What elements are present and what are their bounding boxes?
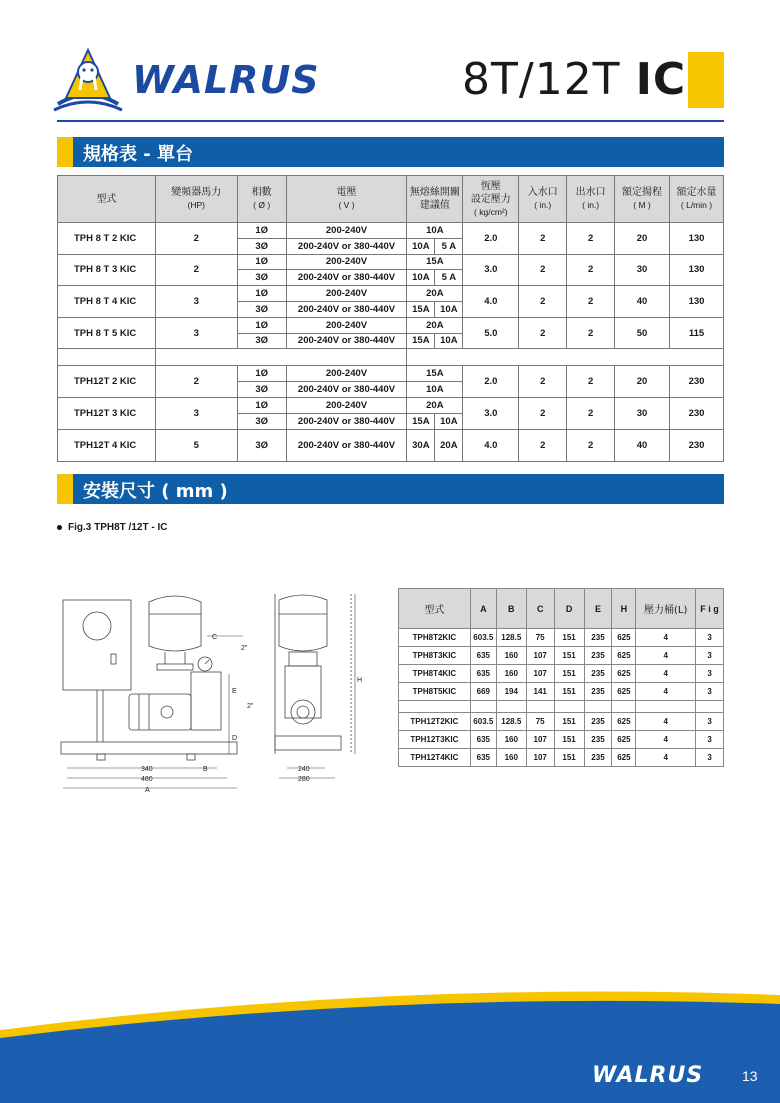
- dims-cell: 151: [554, 731, 584, 749]
- col-flow: 額定水量 ( L/min ): [669, 176, 723, 223]
- cell-phase: 1Ø: [237, 317, 286, 333]
- spec-header-row: [58, 176, 724, 223]
- cell-inlet: 2: [519, 254, 567, 286]
- cell-voltage: 200-240V: [286, 397, 407, 413]
- dims-cell: TPH8T5KIC: [399, 683, 471, 701]
- col-model: 型式: [58, 176, 156, 223]
- dims-cell: 635: [470, 731, 496, 749]
- pressure-tank: [149, 596, 201, 651]
- cell-voltage: 200-240V or 380-440V: [286, 270, 407, 286]
- dims-cell: TPH12T2KIC: [399, 713, 471, 731]
- dims-row: [399, 647, 724, 665]
- cell-fuse: 20A: [435, 429, 463, 461]
- dims-cell: 4: [636, 665, 696, 683]
- cell-phase: 1Ø: [237, 286, 286, 302]
- dim-b-label: B: [203, 766, 208, 773]
- brand-name: WALRUS: [132, 58, 320, 102]
- dims-col-h: H: [612, 589, 636, 629]
- motor: [129, 694, 191, 730]
- spec-table: [57, 175, 724, 462]
- cell-hp: 2: [155, 223, 237, 255]
- dims-cell: TPH8T3KIC: [399, 647, 471, 665]
- cell-outlet: 2: [567, 397, 615, 429]
- spec-row: [58, 254, 724, 270]
- spec-row: [58, 397, 724, 413]
- dims-cell: 160: [496, 647, 526, 665]
- cell-voltage: 200-240V or 380-440V: [286, 382, 407, 398]
- cell-phase: 3Ø: [237, 270, 286, 286]
- dims-cell: 603.5: [470, 629, 496, 647]
- cell-hp: 2: [155, 254, 237, 286]
- dims-cell: 235: [584, 665, 612, 683]
- figure-caption: Fig.3 TPH8T /12T - IC: [57, 522, 167, 533]
- cell-pressure: 4.0: [463, 429, 519, 461]
- dims-col-d: D: [554, 589, 584, 629]
- dims-cell: 635: [470, 749, 496, 767]
- dims-cell: TPH8T2KIC: [399, 629, 471, 647]
- dims-row: [399, 731, 724, 749]
- walrus-logo-icon: [52, 46, 124, 112]
- dims-cell: 107: [526, 665, 554, 683]
- dims-cell: 625: [612, 749, 636, 767]
- cell-hp: 3: [155, 286, 237, 318]
- dims-row: [399, 665, 724, 683]
- dims-cell: 160: [496, 665, 526, 683]
- cell-flow: 115: [669, 317, 723, 349]
- dim-d-label: D: [232, 735, 238, 742]
- cell-voltage: 200-240V: [286, 366, 407, 382]
- cell-head: 40: [615, 429, 670, 461]
- cell-fuse: 10A: [407, 270, 435, 286]
- cell-pressure: 3.0: [463, 254, 519, 286]
- cell-voltage: 200-240V: [286, 286, 407, 302]
- dims-cell: 625: [612, 665, 636, 683]
- spec-row: [58, 286, 724, 302]
- pump-drawing: [57, 590, 377, 802]
- cell-head: 30: [615, 397, 670, 429]
- dims-cell: 75: [526, 629, 554, 647]
- controller-display-icon: [83, 612, 111, 640]
- model-title: 8T/12T IC: [462, 54, 687, 105]
- dims-col-c: C: [526, 589, 554, 629]
- dims-cell: 160: [496, 749, 526, 767]
- bullet-icon: [57, 525, 62, 530]
- cell-phase: 1Ø: [237, 254, 286, 270]
- dim-240-label: 240: [298, 766, 310, 773]
- cell-model: TPH 8 T 5 KIC: [58, 317, 156, 349]
- cell-head: 40: [615, 286, 670, 318]
- dims-cell: 235: [584, 749, 612, 767]
- dims-cell: 235: [584, 647, 612, 665]
- cell-pressure: 3.0: [463, 397, 519, 429]
- cell-outlet: 2: [567, 366, 615, 398]
- cell-fuse: 20A: [407, 317, 463, 333]
- pump-side: [285, 666, 321, 718]
- dims-row: [399, 713, 724, 731]
- dim-c-label: C: [212, 634, 218, 641]
- col-outlet: 出水口 ( in.): [567, 176, 615, 223]
- cell-outlet: 2: [567, 223, 615, 255]
- cell-voltage: 200-240V or 380-440V: [286, 429, 407, 461]
- dims-cell: 151: [554, 749, 584, 767]
- col-inlet: 入水口 ( in.): [519, 176, 567, 223]
- cell-head: 50: [615, 317, 670, 349]
- dims-row: [399, 749, 724, 767]
- cell-inlet: 2: [519, 366, 567, 398]
- cell-fuse: 10A: [435, 301, 463, 317]
- dims-cell: TPH8T4KIC: [399, 665, 471, 683]
- dims-cell: 4: [636, 731, 696, 749]
- dim-h-label: H: [357, 677, 363, 684]
- dims-col-a: A: [470, 589, 496, 629]
- dims-cell: 151: [554, 629, 584, 647]
- cell-outlet: 2: [567, 429, 615, 461]
- cell-inlet: 2: [519, 286, 567, 318]
- dims-cell: 107: [526, 647, 554, 665]
- base-frame: [61, 742, 237, 754]
- dim-480-label: 480: [141, 776, 153, 783]
- dim-2in-side-label: 2": [247, 703, 254, 710]
- cell-hp: 3: [155, 317, 237, 349]
- cell-phase: 1Ø: [237, 366, 286, 382]
- cell-voltage: 200-240V or 380-440V: [286, 301, 407, 317]
- dims-cell: 3: [696, 629, 724, 647]
- cell-model: TPH 8 T 3 KIC: [58, 254, 156, 286]
- dims-col-tank: 壓力桶(L): [636, 589, 696, 629]
- cell-inlet: 2: [519, 397, 567, 429]
- page-number: 13: [742, 1068, 758, 1084]
- dims-cell: 235: [584, 629, 612, 647]
- cell-pressure: 2.0: [463, 366, 519, 398]
- cell-outlet: 2: [567, 254, 615, 286]
- dim-2in-top-label: 2": [241, 645, 248, 652]
- cell-fuse: 15A: [407, 254, 463, 270]
- spec-row: [58, 317, 724, 333]
- cell-phase: 3Ø: [237, 429, 286, 461]
- dims-cell: 141: [526, 683, 554, 701]
- cell-fuse: 15A: [407, 366, 463, 382]
- cell-fuse: 15A: [407, 301, 435, 317]
- cell-flow: 230: [669, 429, 723, 461]
- cell-flow: 130: [669, 254, 723, 286]
- title-accent-block: [688, 52, 724, 108]
- cell-voltage: 200-240V or 380-440V: [286, 413, 407, 429]
- cell-hp: 5: [155, 429, 237, 461]
- cell-head: 20: [615, 223, 670, 255]
- dims-cell: 151: [554, 647, 584, 665]
- cell-phase: 3Ø: [237, 301, 286, 317]
- dim-e-label: E: [232, 688, 237, 695]
- cell-fuse: 10A: [435, 413, 463, 429]
- footer-brand: WALRUS: [592, 1063, 704, 1088]
- cell-model: TPH12T 3 KIC: [58, 397, 156, 429]
- cell-phase: 3Ø: [237, 333, 286, 349]
- dims-cell: 635: [470, 665, 496, 683]
- cell-voltage: 200-240V: [286, 254, 407, 270]
- dims-cell: 3: [696, 683, 724, 701]
- cell-fuse: 30A: [407, 429, 435, 461]
- dims-cell: 4: [636, 749, 696, 767]
- cell-phase: 3Ø: [237, 413, 286, 429]
- cell-fuse: 5 A: [435, 238, 463, 254]
- cell-flow: 230: [669, 397, 723, 429]
- dims-cell: 160: [496, 731, 526, 749]
- cell-fuse: 20A: [407, 286, 463, 302]
- dims-cell: TPH12T3KIC: [399, 731, 471, 749]
- dims-cell: 4: [636, 683, 696, 701]
- section-accent: [57, 474, 73, 504]
- spec-section-title: 規格表 - 單台: [83, 144, 194, 165]
- brand-logo: [52, 46, 322, 116]
- cell-fuse: 20A: [407, 397, 463, 413]
- col-fuse: 無熔絲開關 建議值: [407, 176, 463, 223]
- dims-cell: 151: [554, 683, 584, 701]
- dims-col-fig: F i g: [696, 589, 724, 629]
- dims-cell: 235: [584, 683, 612, 701]
- cell-inlet: 2: [519, 223, 567, 255]
- dims-cell: 75: [526, 713, 554, 731]
- dims-cell: 625: [612, 629, 636, 647]
- cell-flow: 130: [669, 286, 723, 318]
- cell-hp: 2: [155, 366, 237, 398]
- cell-model: TPH 8 T 4 KIC: [58, 286, 156, 318]
- dims-cell: 603.5: [470, 713, 496, 731]
- dims-row: [399, 629, 724, 647]
- dims-col-e: E: [584, 589, 612, 629]
- dims-row: [399, 683, 724, 701]
- dims-col-model: 型式: [399, 589, 471, 629]
- dims-cell: 3: [696, 647, 724, 665]
- cell-fuse: 5 A: [435, 270, 463, 286]
- dims-cell: 107: [526, 749, 554, 767]
- col-head: 額定揚程 ( M ): [615, 176, 670, 223]
- cell-phase: 1Ø: [237, 223, 286, 239]
- dims-cell: 235: [584, 713, 612, 731]
- pump-head: [191, 672, 221, 730]
- spec-row: [58, 366, 724, 382]
- cell-flow: 230: [669, 366, 723, 398]
- cell-head: 20: [615, 366, 670, 398]
- dims-gap-row: [399, 701, 724, 713]
- dimensions-table: [398, 588, 724, 767]
- cell-hp: 3: [155, 397, 237, 429]
- col-phase: 相數 ( Ø ): [237, 176, 286, 223]
- col-pressure: 恆壓 設定壓力 ( kg/cm²): [463, 176, 519, 223]
- dims-cell: 4: [636, 629, 696, 647]
- dims-cell: 194: [496, 683, 526, 701]
- dims-cell: 4: [636, 647, 696, 665]
- spec-row: [58, 429, 724, 461]
- cell-fuse: 10A: [407, 382, 463, 398]
- dims-cell: 3: [696, 713, 724, 731]
- dims-cell: 151: [554, 713, 584, 731]
- cell-model: TPH12T 4 KIC: [58, 429, 156, 461]
- cell-voltage: 200-240V or 380-440V: [286, 333, 407, 349]
- spec-section-bar: [57, 137, 724, 167]
- dims-cell: 3: [696, 665, 724, 683]
- cell-outlet: 2: [567, 317, 615, 349]
- cell-model: TPH 8 T 2 KIC: [58, 223, 156, 255]
- cell-voltage: 200-240V: [286, 223, 407, 239]
- col-hp: 變頻器馬力 (HP): [155, 176, 237, 223]
- dims-section-bar: [57, 474, 724, 504]
- dims-cell: 635: [470, 647, 496, 665]
- col-voltage: 電壓 ( V ): [286, 176, 407, 223]
- cell-phase: 3Ø: [237, 238, 286, 254]
- dim-340-label: 340: [141, 766, 153, 773]
- dims-cell: 235: [584, 731, 612, 749]
- dims-cell: TPH12T4KIC: [399, 749, 471, 767]
- header-divider: [57, 120, 724, 122]
- cell-outlet: 2: [567, 286, 615, 318]
- dims-cell: 3: [696, 749, 724, 767]
- dims-cell: 625: [612, 731, 636, 749]
- cell-phase: 3Ø: [237, 382, 286, 398]
- dims-cell: 4: [636, 713, 696, 731]
- dims-cell: 669: [470, 683, 496, 701]
- dims-cell: 3: [696, 731, 724, 749]
- dims-cell: 625: [612, 683, 636, 701]
- cell-pressure: 4.0: [463, 286, 519, 318]
- cell-flow: 130: [669, 223, 723, 255]
- dims-header-row: [399, 589, 724, 629]
- controller-box: [63, 600, 131, 690]
- cell-pressure: 2.0: [463, 223, 519, 255]
- cell-fuse: 10A: [435, 333, 463, 349]
- dims-section-title: 安裝尺寸 ( mm ): [83, 481, 228, 502]
- cell-inlet: 2: [519, 317, 567, 349]
- section-accent: [57, 137, 73, 167]
- dim-a-label: A: [145, 787, 150, 794]
- cell-fuse: 10A: [407, 223, 463, 239]
- dim-280-label: 280: [298, 776, 310, 783]
- cell-fuse: 15A: [407, 413, 435, 429]
- cell-pressure: 5.0: [463, 317, 519, 349]
- dims-cell: 151: [554, 665, 584, 683]
- spec-row: [58, 223, 724, 239]
- dims-cell: 625: [612, 647, 636, 665]
- cell-fuse: 15A: [407, 333, 435, 349]
- dims-col-b: B: [496, 589, 526, 629]
- cell-model: TPH12T 2 KIC: [58, 366, 156, 398]
- dims-cell: 625: [612, 713, 636, 731]
- cell-phase: 1Ø: [237, 397, 286, 413]
- cell-fuse: 10A: [407, 238, 435, 254]
- dims-cell: 128.5: [496, 713, 526, 731]
- spec-gap-row: [58, 349, 724, 366]
- cell-inlet: 2: [519, 429, 567, 461]
- tank-side: [279, 595, 327, 651]
- dims-cell: 107: [526, 731, 554, 749]
- cell-head: 30: [615, 254, 670, 286]
- cell-voltage: 200-240V: [286, 317, 407, 333]
- cell-voltage: 200-240V or 380-440V: [286, 238, 407, 254]
- dims-cell: 128.5: [496, 629, 526, 647]
